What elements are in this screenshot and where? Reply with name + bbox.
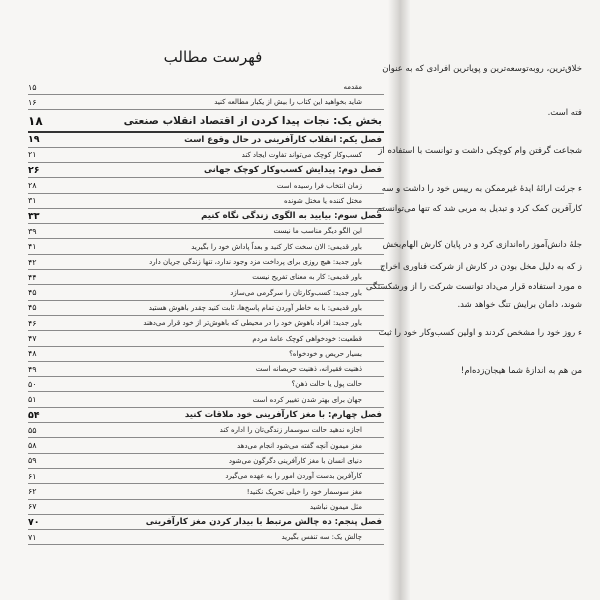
body-text-line: من هم به اندازهٔ شما هیجان‌زده‌ام!	[460, 366, 582, 376]
toc-entry-page: ۴۵	[28, 303, 37, 313]
toc-entry-page: ۱۹	[28, 134, 40, 146]
toc-entry-title: فصل دوم: پیدایش کسب‌وکار کوچک جهانی	[203, 165, 382, 176]
toc-entry-title: مثل میمون نباشید	[309, 502, 362, 511]
toc-chapter-entry	[28, 163, 384, 178]
toc-entry-page: ۴۶	[28, 318, 37, 328]
toc-entry	[28, 423, 384, 438]
toc-entry	[28, 377, 384, 392]
toc-chapter-entry	[28, 209, 384, 224]
toc-entry	[28, 301, 384, 316]
toc-entry-title: بخش یک: نجات پیدا کردن از اقتصاد انقلاب صنعتی	[123, 114, 382, 127]
toc-entry-page: ۵۱	[28, 395, 37, 405]
toc-entry-page: ۴۸	[28, 349, 37, 359]
toc-entry-page: ۴۷	[28, 334, 37, 343]
toc-entry-title: فصل سوم: بیایید به الگوی زندگی نگاه کنیم	[201, 211, 382, 222]
body-text-line: ء جرئت ارائهٔ ایدهٔ غیرممکن به رییس خود را داشت و سه	[381, 184, 582, 194]
toc-entry-title: بسیار حریص و خودخواه؟	[289, 349, 362, 358]
toc-entry-page: ۵۴	[28, 409, 40, 421]
toc-entry	[28, 500, 384, 515]
toc-entry-page: ۵۹	[28, 456, 37, 466]
toc-chapter-entry	[28, 515, 384, 530]
toc-entry-page: ۲۶	[28, 164, 40, 176]
toc-entry-page: ۲۱	[28, 150, 37, 160]
toc-entry-title: مقدمه	[343, 83, 362, 91]
toc-entry-page: ۴۴	[28, 272, 37, 282]
toc-entry-title: دنیای انسان با مغز کارآفرینی دگرگون می‌شود	[228, 456, 362, 465]
body-text-line: کارآفرین کمک کرد و تبدیل به مربی شد که تنها می‌توانستم	[376, 204, 582, 214]
toc-entry-title: باور جدید: کسب‌وکارتان را سرگرمی می‌سازد	[230, 288, 362, 297]
toc-entry-page: ۴۲	[28, 257, 37, 267]
toc-title: فهرست مطالب	[163, 48, 263, 66]
toc-entry-title: اجازه ندهید حالت سوسمار زندگی‌تان را اداره کند	[219, 426, 362, 435]
toc-entry-page: ۱۵	[28, 82, 37, 92]
toc-entry-title: شاید بخواهید این کتاب را بیش از یکبار مطالعه کنید	[214, 98, 362, 107]
body-text-line: فته است.	[547, 108, 582, 118]
body-text-line: ز که به دلیل مخل بودن در کارش از شرکت فناوری اخراج	[380, 262, 582, 272]
toc-entry-page: ۶۱	[28, 471, 37, 481]
toc-entry-page: ۲۸	[28, 181, 37, 190]
toc-entry	[28, 485, 384, 500]
toc-entry-page: ۵۵	[28, 425, 37, 435]
text-page	[365, 0, 600, 600]
toc-entry-title: باور قدیمی: کار به معنای تفریح نیست	[252, 273, 362, 282]
toc-entry-page: ۷۱	[28, 532, 37, 542]
toc-entry	[28, 332, 384, 347]
toc-entry-title: مغز میمون آنچه گفته می‌شود انجام می‌دهد	[236, 441, 362, 450]
toc-chapter-entry	[28, 408, 384, 423]
toc-entry	[28, 255, 384, 270]
body-text-line: شجاعت گرفتن وام کوچکی داشت و توانست با استفاده از	[378, 146, 582, 156]
toc-entry	[28, 362, 384, 377]
toc-entry	[28, 469, 384, 484]
toc-entry-page: ۶۲	[28, 487, 37, 496]
toc-entry-title: فصل پنجم: ده چالش مرتبط با بیدار کردن مغز کارآفرینی	[145, 517, 382, 528]
toc-entry-page: ۵۰	[28, 379, 37, 389]
toc-entry-title: باور قدیمی: با به خاطر آوردن تمام پاسخ‌ها، ثابت کنید چقدر باهوش هستید	[148, 303, 362, 312]
toc-entry-page: ۳۳	[28, 210, 40, 222]
body-text-line: جلهٔ دانش‌آموز راه‌اندازی کرد و در پایان کارش الهام‌بخش	[382, 240, 582, 250]
toc-entry-title: جهان برای بهتر شدن تغییر کرده است	[252, 395, 362, 404]
body-text-line: خلاق‌ترین، روبه‌توسعه‌ترین و پویاترین افرادی که به عنوان	[382, 64, 582, 74]
body-text-line: شوند، دامان برایش تنگ خواهد شد.	[457, 300, 582, 310]
toc-part-entry	[28, 111, 384, 133]
toc-entry-title: ذهنیت فقیرانه، ذهنیت حریصانه است	[255, 365, 362, 374]
toc-entry	[28, 224, 384, 239]
body-text-line: ه مورد استفاده قرار می‌داد توانست شرکت را از ورشکستگی	[365, 282, 582, 292]
toc-entry-title: مغز سوسمار خود را خیلی تحریک نکنید!	[246, 487, 362, 496]
toc-entry-title: فصل چهارم: با مغز کارآفرینی خود ملاقات کنید	[184, 410, 382, 420]
toc-entry-page: ۳۱	[28, 196, 37, 206]
toc-entry	[28, 80, 384, 95]
toc-chapter-entry	[28, 133, 384, 148]
toc-entry	[28, 530, 384, 545]
toc-entry	[28, 194, 384, 209]
toc-entry-title: کارآفرین بدست آوردن امور را به عهده می‌گیرد	[225, 472, 362, 481]
toc-entry-page: ۱۶	[28, 97, 37, 107]
toc-entry-page: ۳۹	[28, 226, 37, 236]
toc-entry-page: ۵۸	[28, 441, 37, 451]
toc-entry-title: حالت پول یا حالت ذهن؟	[291, 380, 362, 389]
toc-entry-page: ۴۱	[28, 242, 37, 252]
toc-entry	[28, 347, 384, 362]
toc-entry	[28, 270, 384, 285]
toc-entry-page: ۱۸	[28, 113, 43, 128]
toc-entry	[28, 95, 384, 110]
toc-entry	[28, 179, 384, 194]
toc-entry-page: ۷۰	[28, 516, 40, 528]
toc-entry-title: مختل کننده یا مختل شونده	[283, 196, 362, 205]
toc-entry	[28, 286, 384, 301]
toc-entry-title: کسب‌وکار کوچک می‌تواند تفاوت ایجاد کند	[241, 150, 362, 159]
body-text-line: ء روز خود را مشخص کردند و اولین کسب‌وکار خود را ثبت	[378, 328, 582, 338]
toc-entry	[28, 439, 384, 454]
toc-entry-page: ۴۵	[28, 288, 37, 298]
toc-entry-title: این الگو دیگر مناسب ما نیست	[273, 227, 362, 236]
toc-entry-title: باور جدید: افراد باهوش خود را در محیطی که باهوش‌تر از خود قرار می‌دهند	[143, 319, 362, 328]
toc-entry-title: فصل یکم: انقلاب کارآفرینی در حال وقوع است	[184, 134, 382, 145]
toc-entry-title: قطعیت: خودخواهی کوچک عامهٔ مردم	[252, 334, 362, 343]
toc-entry-page: ۴۹	[28, 364, 37, 374]
toc-entry	[28, 316, 384, 331]
toc-entry-title: باور جدید: هیچ روزی برای پرداخت مزد وجود ندارد، تنها زندگی جریان دارد	[149, 258, 362, 266]
toc-entry-title: باور قدیمی: الان سخت کار کنید و بعداً پاداش خود را بگیرید	[191, 242, 362, 251]
toc-entry-page: ۶۷	[28, 502, 37, 512]
toc-entry-title: زمان انتخاب فرا رسیده است	[276, 181, 362, 190]
toc-entry	[28, 148, 384, 163]
toc-entry	[28, 240, 384, 255]
toc-entry	[28, 454, 384, 469]
toc-entry	[28, 393, 384, 408]
toc-entry-title: چالش یک: سه تنفس بگیرید	[281, 533, 362, 542]
